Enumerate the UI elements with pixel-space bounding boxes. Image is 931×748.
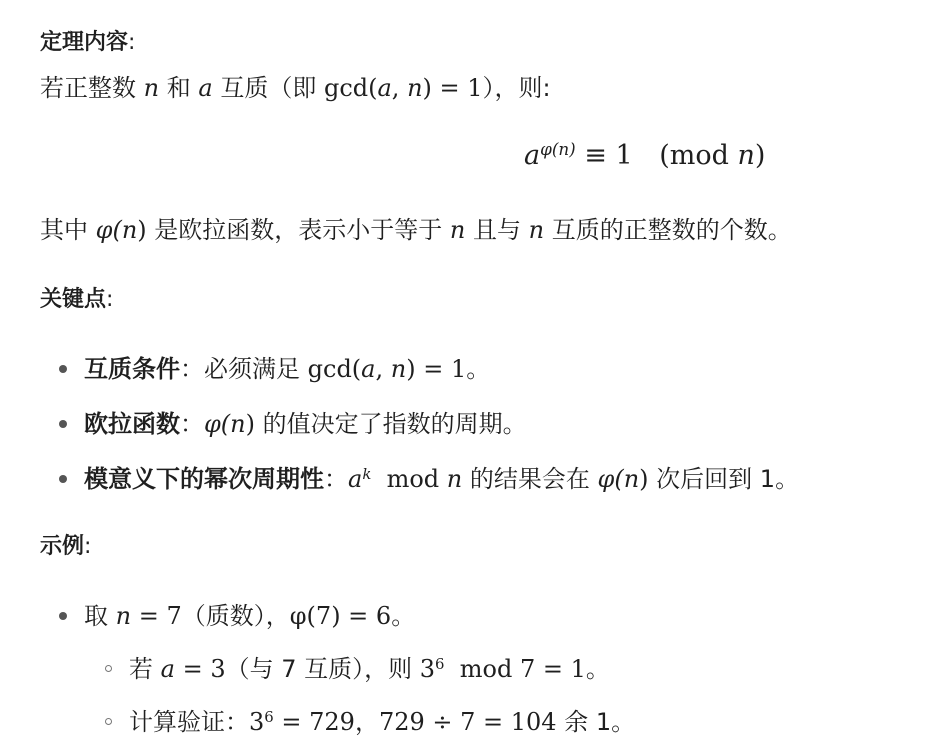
example-item: 取 n = 7（质数），φ(7) = 6。: [84, 602, 416, 630]
keypoint-coprime: 互质条件：必须满足 gcd(a, n) = 1。: [84, 355, 491, 383]
bullet-icon: [59, 365, 67, 373]
bullet-icon: [59, 612, 67, 620]
phi-explanation: 其中 φ(n) 是欧拉函数，表示小于等于 n 且与 n 互质的正整数的个数。: [40, 216, 792, 244]
theorem-heading: 定理内容:: [40, 30, 136, 55]
circle-bullet-icon: [105, 718, 112, 725]
bullet-icon: [59, 475, 67, 483]
example-heading: 示例:: [40, 534, 92, 559]
keypoint-euler-function: 欧拉函数：φ(n) 的值决定了指数的周期。: [84, 410, 527, 438]
example-subitem-verify: 计算验证：$3^6 = 729$，729 ÷ 7 = 104 余 1。: [129, 707, 636, 736]
circle-bullet-icon: [105, 665, 112, 672]
example-subitem-coprime: 若 a = 3（与 7 互质），则 $3^6$ mod 7 = 1。: [129, 654, 610, 683]
euler-formula: $a^{\varphi(n)} \equiv 1$ (mod n): [524, 138, 766, 171]
bullet-icon: [59, 420, 67, 428]
keypoints-heading: 关键点:: [40, 287, 114, 312]
theorem-statement: 若正整数 n 和 a 互质（即 gcd(a, n) = 1），则:: [40, 74, 551, 102]
keypoint-periodicity: 模意义下的幂次周期性：$a^k$ mod n 的结果会在 φ(n) 次后回到 1。: [84, 464, 800, 493]
